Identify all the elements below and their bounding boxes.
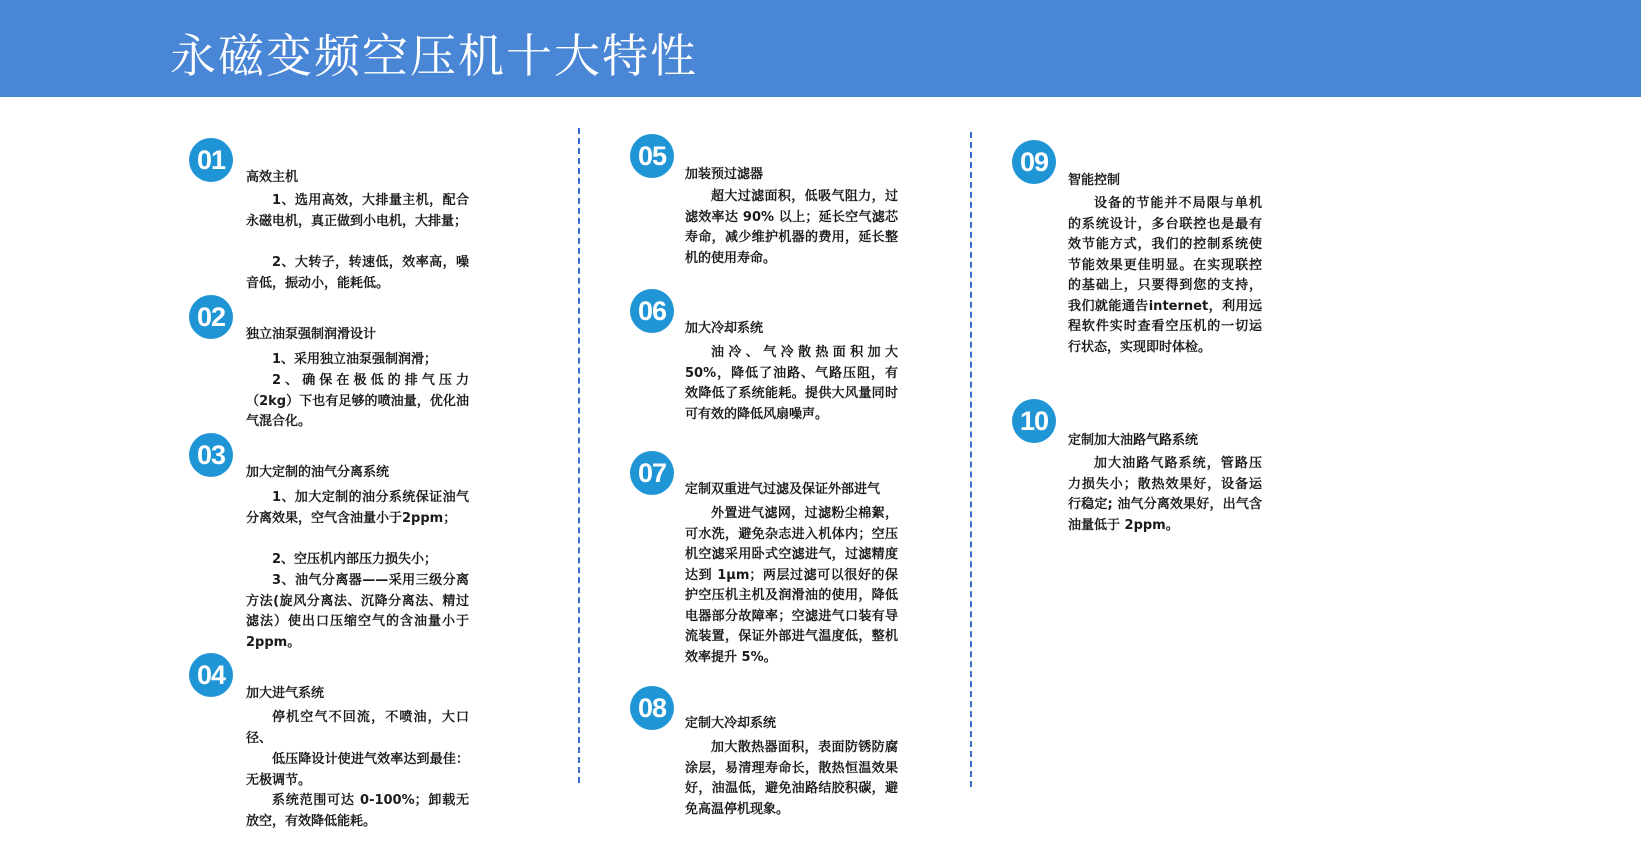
feature-title: 独立油泵强制润滑设计 xyxy=(246,327,377,342)
feature-paragraph: 1、选用高效，大排量主机，配合永磁电机，真正做到小电机，大排量； xyxy=(246,193,469,229)
feature-title: 定制加大油路气路系统 xyxy=(1068,433,1199,448)
feature-paragraph: 加大油路气路系统，管路压力损失小；散热效果好，设备运行稳定; 油气分离效果好，出气含油量低于 2ppm。 xyxy=(1068,456,1262,533)
feature-paragraph: 油冷、气冷散热面积加大50%，降低了油路、气路压阻，有效降低了系统能耗。提供大风量同时可有效的降低风扇噪声。 xyxy=(685,345,898,422)
feature-paragraph: 低压降设计使进气效率达到最佳：无极调节。 xyxy=(246,752,469,788)
feature-paragraph: 1、采用独立油泵强制润滑； xyxy=(272,352,438,367)
feature-paragraph: 2、大转子，转速低，效率高，噪音低，振动小，能耗低。 xyxy=(246,255,469,291)
page-title: 永磁变频空压机十大特性 xyxy=(170,29,698,83)
feature-title: 定制大冷却系统 xyxy=(685,716,777,731)
number-badge: 04 xyxy=(189,653,233,697)
number-badge: 05 xyxy=(630,134,674,178)
feature-paragraph: 超大过滤面积，低吸气阻力，过滤效率达 90% 以上；延长空气滤芯寿命，减少维护机器的费用，延长整机的使用寿命。 xyxy=(685,189,898,266)
feature-paragraph: 设备的节能并不局限与单机的系统设计，多台联控也是最有效节能方式，我们的控制系统使节能效果更佳明显。在实现联控的基础上，只要得到您的支持，我们就能通告internet，利用远程软件实时查看空压机的一切运行状态，实现即时体检。 xyxy=(1068,196,1262,355)
feature-title: 高效主机 xyxy=(246,170,299,185)
column-divider-right xyxy=(970,132,972,787)
feature-title: 智能控制 xyxy=(1068,173,1121,188)
title-banner xyxy=(0,0,1641,97)
feature-title: 定制双重进气过滤及保证外部进气 xyxy=(685,482,881,497)
feature-paragraph: 系统范围可达 0-100%；卸载无放空，有效降低能耗。 xyxy=(246,793,469,829)
feature-paragraph: 外置进气滤网，过滤粉尘棉絮，可水洗，避免杂志进入机体内；空压机空滤采用卧式空滤进气，过滤精度达到 1μm；两层过滤可以很好的保护空压机主机及润滑油的使用，降低电器部分故障率；空滤进气口装有导流装置，保证外部进气温度低，整机效率提升 5%。 xyxy=(685,506,898,665)
number-badge: 09 xyxy=(1012,140,1056,184)
feature-paragraph: 停机空气不回流，不喷油，大口径、 xyxy=(246,710,469,746)
feature-title: 加大冷却系统 xyxy=(685,321,764,336)
feature-paragraph: 1、加大定制的油分系统保证油气分离效果，空气含油量小于2ppm； xyxy=(246,490,469,526)
feature-paragraph: 加大散热器面积，表面防锈防腐涂层，易清理寿命长，散热恒温效果好，油温低，避免油路结胶积碳，避免高温停机现象。 xyxy=(685,740,898,817)
number-badge: 01 xyxy=(189,138,233,182)
number-badge: 10 xyxy=(1012,399,1056,443)
feature-paragraph: 2、空压机内部压力损失小； xyxy=(272,552,438,567)
feature-title: 加装预过滤器 xyxy=(685,167,764,182)
feature-paragraph: 3、油气分离器——采用三级分离方法(旋风分离法、沉降分离法、精过滤法）使出口压缩空气的含油量小于 2ppm。 xyxy=(246,573,469,650)
feature-paragraph: 2、确保在极低的排气压力（2kg）下也有足够的喷油量，优化油气混合化。 xyxy=(246,373,469,429)
number-badge: 03 xyxy=(189,433,233,477)
number-badge: 02 xyxy=(189,295,233,339)
number-badge: 07 xyxy=(630,451,674,495)
feature-title: 加大进气系统 xyxy=(246,686,325,701)
feature-title: 加大定制的油气分离系统 xyxy=(246,465,390,480)
column-divider-left xyxy=(578,128,580,783)
number-badge: 06 xyxy=(630,289,674,333)
number-badge: 08 xyxy=(630,686,674,730)
